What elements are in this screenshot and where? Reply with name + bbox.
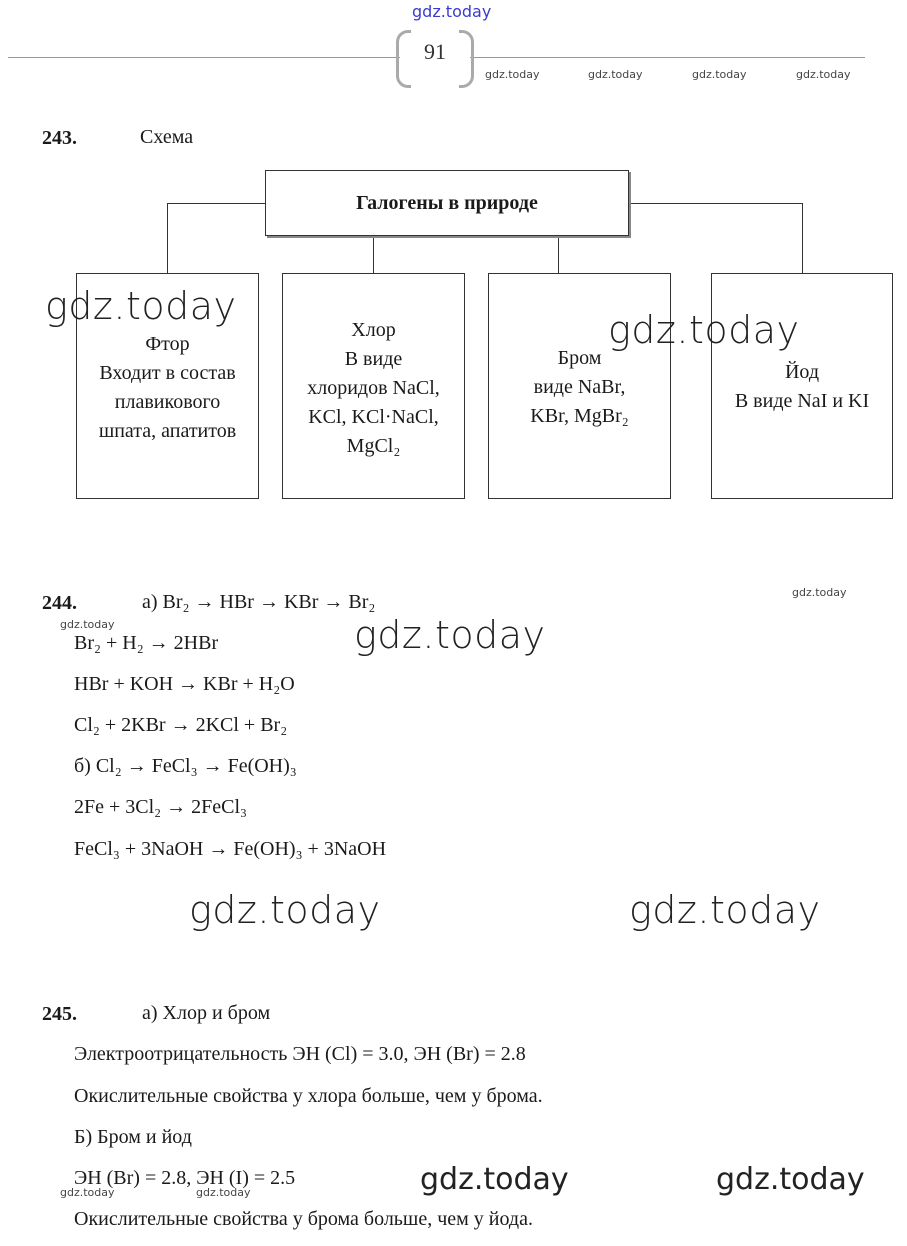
- watermark: gdz.today: [45, 284, 237, 328]
- task-243-number: 243.: [42, 127, 77, 149]
- equation-line: FeCl₃ + 3NaOH → Fe(OH)₃ + 3NaOH: [74, 838, 387, 860]
- task-243-label: Схема: [140, 126, 194, 148]
- watermark: gdz.today: [354, 613, 546, 657]
- watermark-small: gdz.today: [60, 1186, 115, 1199]
- answer-line: Окислительные свойства у брома больше, чем у йода.: [74, 1208, 533, 1230]
- box-line: Йод: [784, 361, 820, 383]
- watermark: gdz.today: [716, 1162, 865, 1197]
- connector: [628, 203, 802, 204]
- equation-line: а) Br₂ → HBr → KBr → Br₂: [142, 591, 376, 613]
- page-number: 91: [396, 30, 474, 84]
- diagram-title-box: [265, 170, 629, 236]
- header-watermark: gdz.today: [796, 68, 851, 81]
- box-iodine: [711, 273, 893, 499]
- header-rule-left: [8, 57, 400, 58]
- equation-line: Cl₂ + 2KBr → 2KCl + Br₂: [74, 714, 288, 736]
- box-line: В виде NaI и KI: [734, 390, 870, 412]
- connector: [802, 203, 803, 274]
- box-line: шпата, апатитов: [98, 420, 237, 442]
- answer-line: ЭН (Br) = 2.8, ЭН (I) = 2.5: [74, 1167, 296, 1189]
- equation-line: HBr + KOH → KBr + H₂O: [74, 673, 295, 695]
- watermark: gdz.today: [420, 1162, 569, 1197]
- box-line: В виде: [344, 348, 403, 370]
- box-line: Входит в состав: [99, 362, 236, 384]
- watermark-small: gdz.today: [60, 618, 115, 631]
- header-watermark: gdz.today: [588, 68, 643, 81]
- box-line: MgCl₂: [346, 435, 401, 457]
- header-watermark: gdz.today: [485, 68, 540, 81]
- watermark: gdz.today: [189, 888, 381, 932]
- answer-line: Окислительные свойства у хлора больше, чем у брома.: [74, 1085, 543, 1107]
- box-line: виде NaBr,: [533, 376, 626, 398]
- task-245-number: 245.: [42, 1003, 77, 1025]
- box-line: Фтор: [145, 333, 190, 355]
- answer-line: Электроотрицательность ЭН (Cl) = 3.0, ЭН (Br) = 2.8: [74, 1043, 526, 1065]
- answer-line: а) Хлор и бром: [142, 1002, 271, 1024]
- top-watermark: gdz.today: [412, 2, 492, 21]
- watermark: gdz.today: [629, 888, 821, 932]
- box-line: Бром: [557, 347, 602, 369]
- equation-line: 2Fe + 3Cl₂ → 2FeCl₃: [74, 796, 248, 818]
- box-chlorine: [282, 273, 465, 499]
- box-bromine: [488, 273, 671, 499]
- equation-line: б) Cl₂ → FeCl₃ → Fe(OH)₃: [74, 755, 297, 777]
- watermark-small: gdz.today: [792, 586, 847, 599]
- diagram-title: Галогены в природе: [356, 192, 538, 214]
- box-line: KCl, KCl·NaCl,: [308, 406, 439, 428]
- watermark-small: gdz.today: [196, 1186, 251, 1199]
- equation-line: Br₂ + H₂ → 2HBr: [74, 632, 219, 654]
- task-244-number: 244.: [42, 592, 77, 614]
- box-line: KBr, MgBr₂: [530, 405, 629, 427]
- box-line: хлоридов NaCl,: [307, 377, 440, 399]
- header-watermark: gdz.today: [692, 68, 747, 81]
- box-line: плавикового: [114, 391, 221, 413]
- connector: [373, 236, 374, 274]
- answer-line: Б) Бром и йод: [74, 1126, 192, 1148]
- connector: [167, 203, 168, 274]
- connector: [558, 236, 559, 274]
- watermark: gdz.today: [608, 308, 800, 352]
- connector: [167, 203, 266, 204]
- header-rule-right: [470, 57, 865, 58]
- box-line: Хлор: [351, 319, 396, 341]
